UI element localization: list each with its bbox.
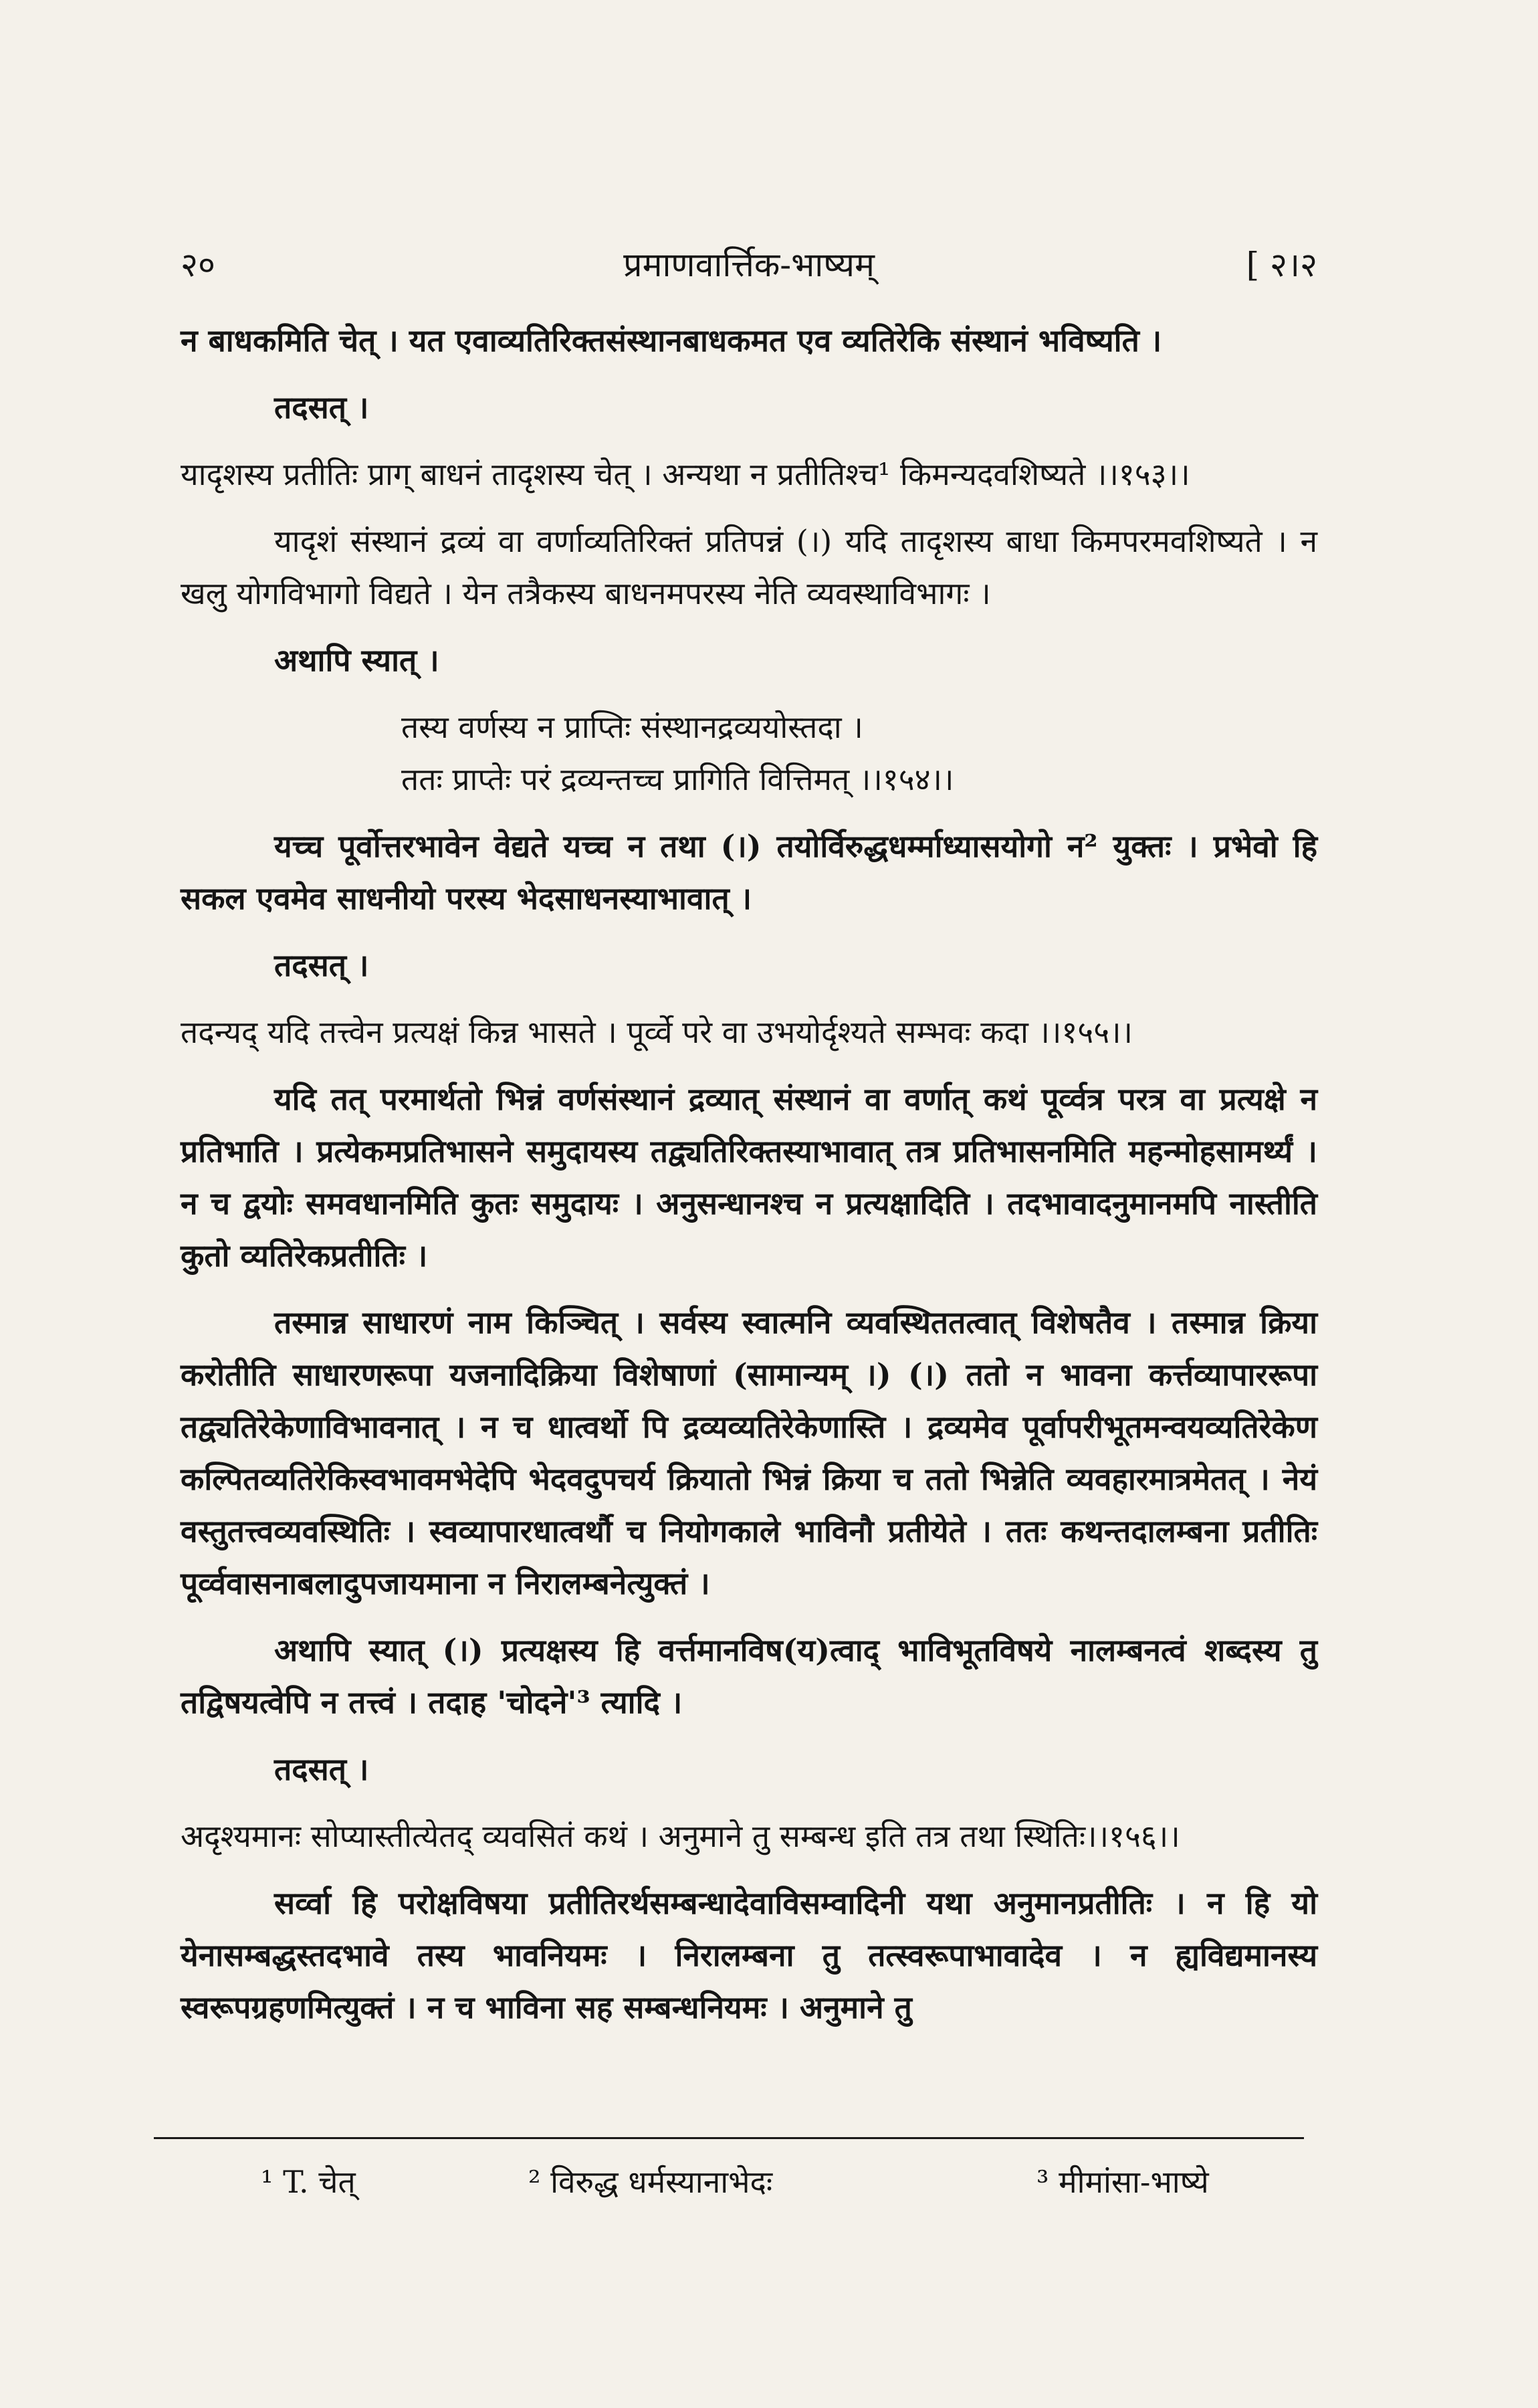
paragraph: यादृशं संस्थानं द्रव्यं वा वर्णाव्यतिरिक्तं प्रतिपन्नं (।) यदि तादृशस्य बाधा किमपरमवशिष्यते । न खलु योगविभागो विद्यते । येन तत्रैकस्य बाधनमपरस्य नेति व्यवस्थाविभागः । — [181, 523, 1317, 611]
footnote-2: ² विरुद्ध धर्मस्यानाभेदः — [528, 2164, 773, 2200]
verse-154 — [401, 701, 1317, 805]
page-header — [181, 241, 1317, 301]
label-tadasat: तदसत् । — [274, 1751, 369, 1787]
footnote-3: ³ मीमांसा-भाष्ये — [1036, 2164, 1209, 2200]
section-marker: [ २।२ — [1246, 245, 1317, 284]
paragraph: यदि तत् परमार्थतो भिन्नं वर्णसंस्थानं द्रव्यात् संस्थानं वा वर्णात् कथं पूर्व्वत्र परत्र वा प्रत्यक्षे न प्रतिभाति । प्रत्येकमप्रतिभासने समुदायस्य तद्व्यतिरिक्तस्याभावात् तत्र प्रतिभासनमिति महन्मोहसामर्थ्यं । न च द्वयोः समवधानमिति कुतः समुदायः । अनुसन्धानश्च न प्रत्यक्षादिति । तदभावादनुमानमपि नास्तीति कुतो व्यतिरेकप्रतीतिः । — [181, 1081, 1317, 1274]
paragraph: न बाधकमिति चेत् । यत एवाव्यतिरिक्तसंस्थानबाधकमत एव व्यतिरेकि संस्थानं भविष्यति । — [181, 322, 1162, 359]
footnote-rule — [154, 2137, 1304, 2139]
label-tadasat: तदसत् । — [274, 947, 369, 983]
verse-154-line-2: ततः प्राप्तेः परं द्रव्यन्तच्च प्रागिति वित्तिमत् ।।१५४।। — [401, 761, 954, 797]
paragraph: यच्च पूर्वोत्तरभावेन वेद्यते यच्च न तथा (।) तयोर्विरुद्धधर्म्माध्यासयोगो न² युक्तः । प्रभेवो हि सकल एवमेव साधनीयो परस्य भेदसाधनस्याभावात् । — [181, 828, 1317, 916]
paragraph: अथापि स्यात् (।) प्रत्यक्षस्य हि वर्त्तमानविष(य)त्वाद् भाविभूतविषये नालम्बनत्वं शब्दस्य तु तद्विषयत्वेपि न तत्त्वं । तदाह 'चोदने'³ त्यादि । — [181, 1632, 1317, 1720]
paragraph: सर्व्वा हि परोक्षविषया प्रतीतिरर्थसम्बन्धादेवाविसम्वादिनी यथा अनुमानप्रतीतिः । न हि यो येनासम्बद्धस्तदभावे तस्य भावनियमः । निरालम्बना तु तत्स्वरूपाभावादेव । न ह्यविद्यमानस्य स्वरूपग्रहणमित्युक्तं । न च भाविना सह सम्बन्धनियमः । अनुमाने तु — [181, 1885, 1317, 2025]
page-body — [181, 314, 1317, 2048]
running-title: प्रमाणवार्त्तिक-भाष्यम् — [623, 245, 875, 284]
paragraph: तस्मान्न साधारणं नाम किञ्चित् । सर्वस्य स्वात्मनि व्यवस्थिततत्वात् विशेषतैव । तस्मान्न क्रिया करोतीति साधारणरूपा यजनादिक्रिया विशेषाणां (सामान्यम् ।) (।) ततो न भावना कर्त्तव्यापाररूपा तद्व्यतिरेकेणाविभावनात् । न च धात्वर्थो पि द्रव्यव्यतिरेकेणास्ति । द्रव्यमेव पूर्वापरीभूतमन्वयव्यतिरेकेण कल्पितव्यतिरेकिस्वभावमभेदेपि भेदवदुपचर्य क्रियातो भिन्नं क्रिया च ततो भिन्नेति व्यवहारमात्रमेतत् । नेयं वस्तुतत्त्वव्यवस्थितिः । स्वव्यापारधात्वर्थौ च नियोगकाले भाविनौ प्रतीयेते । ततः कथन्तदालम्बना प्रतीतिः पूर्व्ववासनाबलादुपजायमाना न निरालम्बनेत्युक्तं । — [181, 1304, 1317, 1601]
label-tadasat: तदसत् । — [274, 389, 369, 425]
verse-153: यादृशस्य प्रतीतिः प्राग् बाधनं तादृशस्य चेत् । अन्यथा न प्रतीतिश्च¹ किमन्यदवशिष्यते ।।१५३।। — [181, 456, 1190, 492]
footnote-1: ¹ T. चेत् — [261, 2164, 356, 2200]
verse-154-line-1: तस्य वर्णस्य न प्राप्तिः संस्थानद्रव्ययोस्तदा । — [401, 709, 863, 745]
verse-155: तदन्यद् यदि तत्त्वेन प्रत्यक्षं किन्न भासते । पूर्व्वे परे वा उभयोर्दृश्यते सम्भवः कदा ।।१५५।। — [181, 1014, 1133, 1050]
page-number: २० — [181, 245, 215, 284]
verse-156: अदृश्यमानः सोप्यास्तीत्येतद् व्यवसितं कथं । अनुमाने तु सम्बन्ध इति तत्र तथा स्थितिः।।१५६।। — [181, 1818, 1180, 1854]
footnotes — [261, 2161, 1264, 2207]
label-athapi: अथापि स्यात् । — [274, 642, 439, 678]
